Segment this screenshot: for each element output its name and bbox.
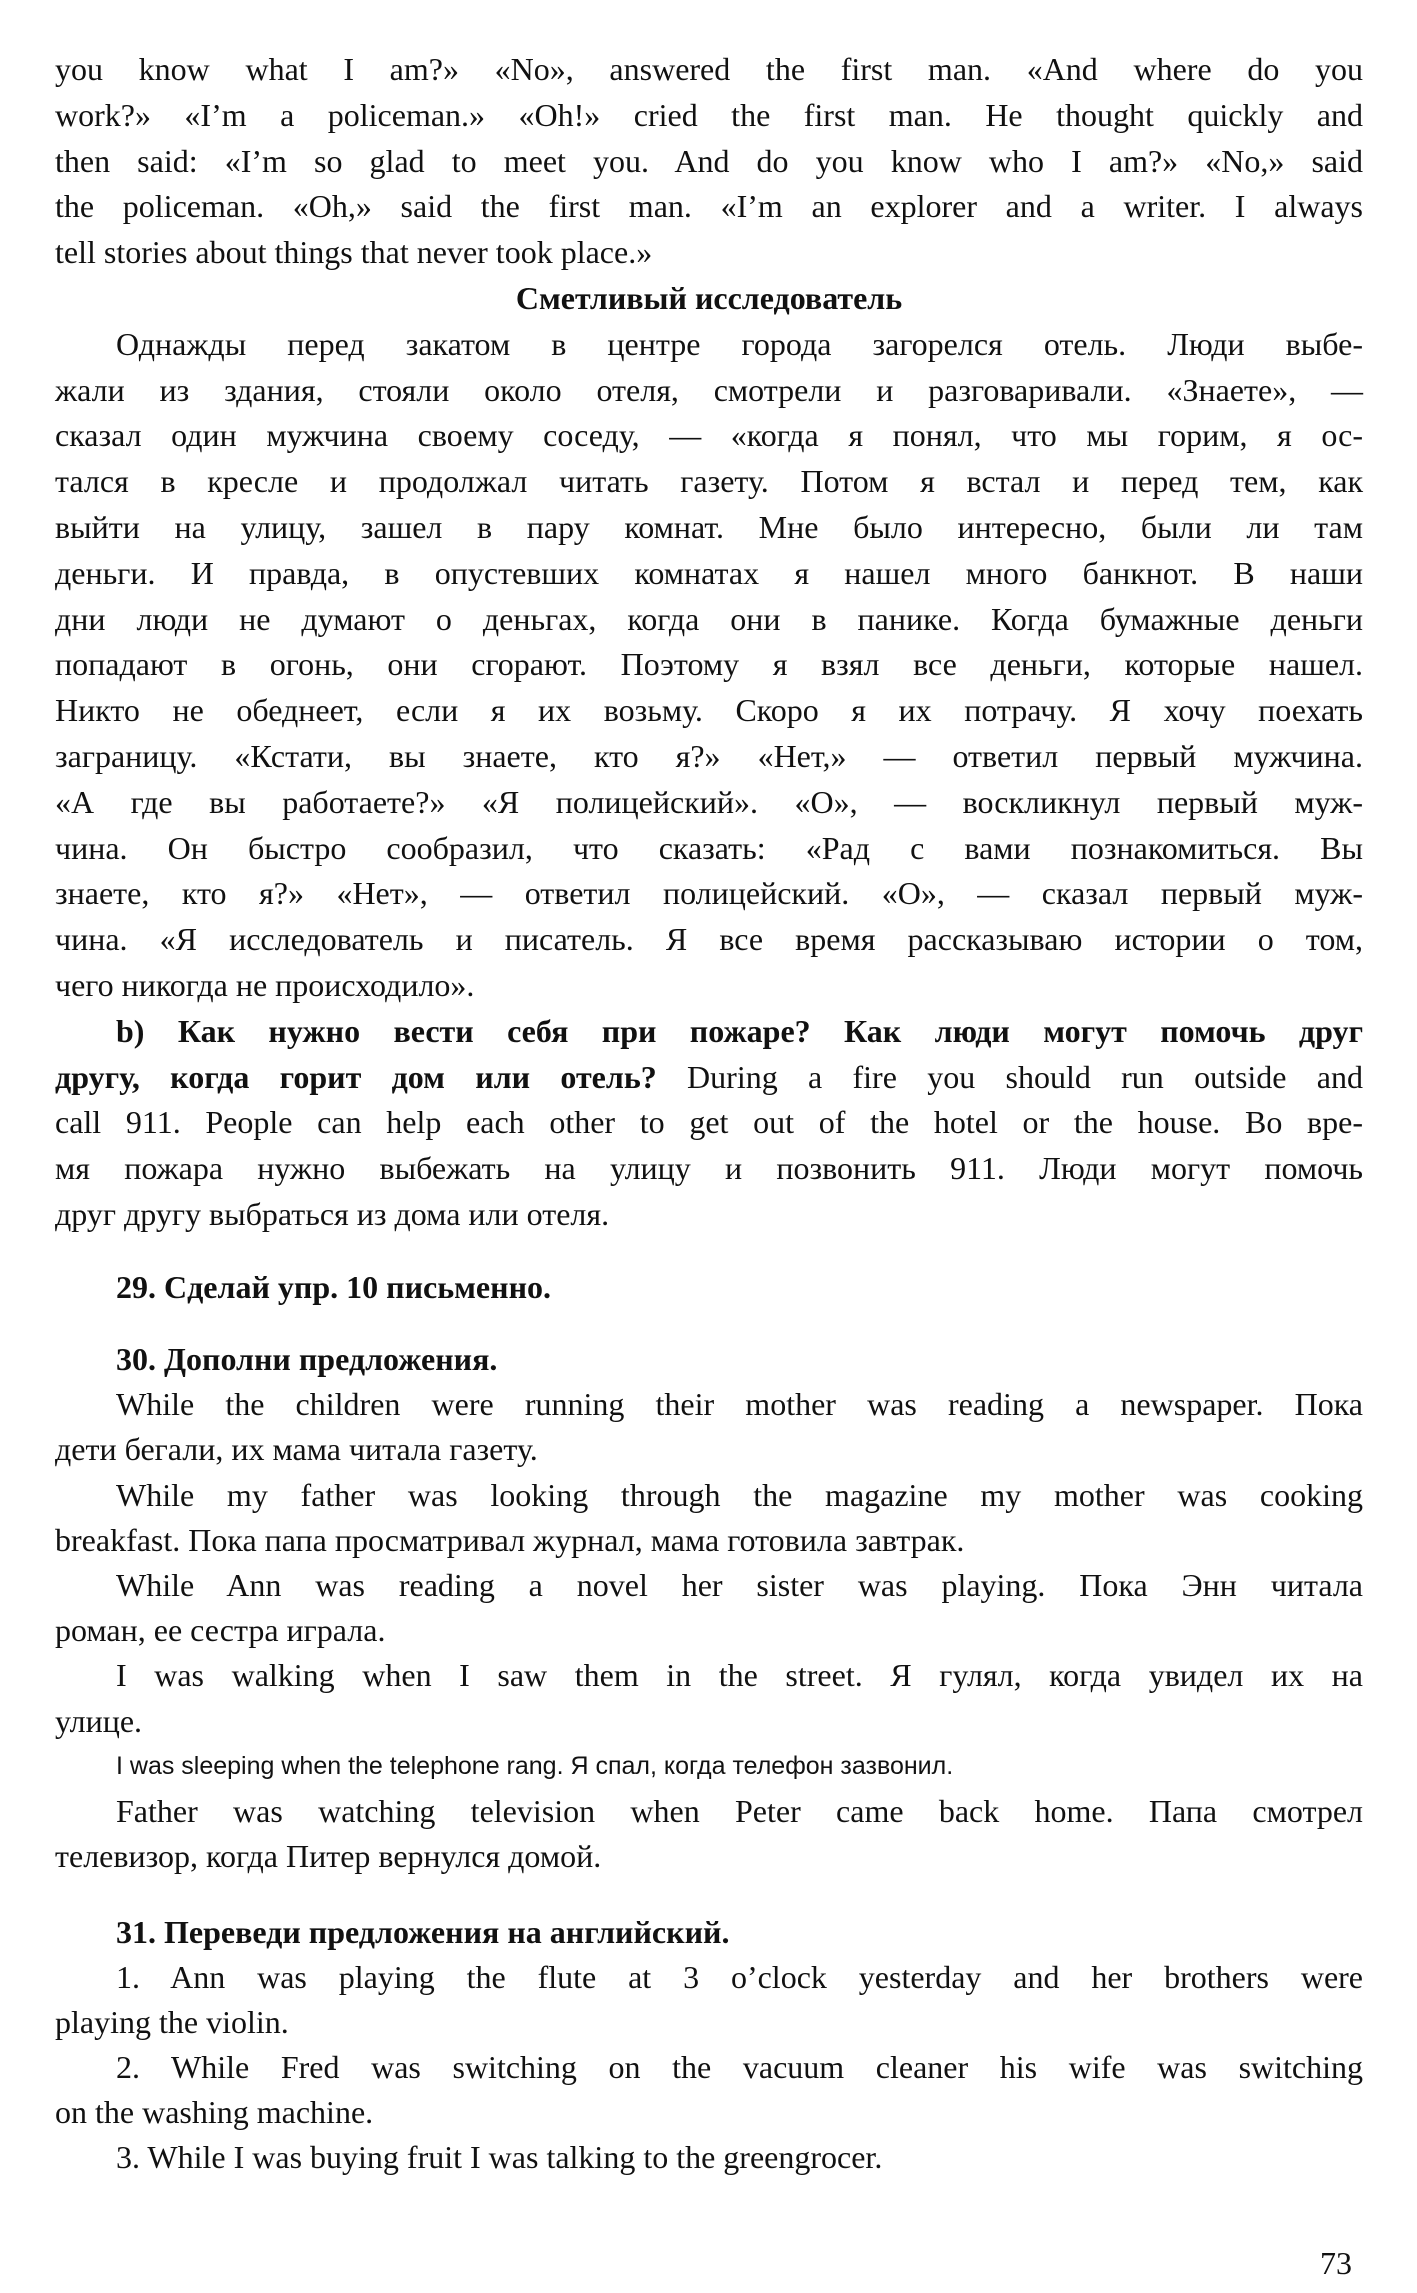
text-line: «А где вы работаете?» «Я полицейский». «О», — воскликнул первый муж- <box>55 783 1363 820</box>
translation-item <box>55 1955 1363 2045</box>
text-line: заграницу. «Кстати, вы знаете, кто я?» «Нет,» — ответил первый мужчина. <box>55 737 1363 774</box>
task-b-question-end: другу, когда горит дом или отель? <box>55 1058 657 1095</box>
text-line: друг другу выбраться из дома или отеля. <box>55 1195 610 1232</box>
sentence-paragraph <box>55 1382 1363 1472</box>
text-line: деньги. И правда, в опустевших комнатах я нашел много банкнот. В наши <box>55 554 1363 591</box>
english-story-paragraph <box>55 47 1363 276</box>
text-line: выйти на улицу, зашел в пару комнат. Мне было интересно, были ли там <box>55 508 1363 545</box>
task-b-paragraph <box>55 1009 1363 1238</box>
text-line: чего никогда не происходило». <box>55 966 475 1003</box>
translation-item <box>55 2045 1363 2135</box>
text-line: tell stories about things that never took place.» <box>55 234 653 271</box>
text-line: телевизор, когда Питер вернулся домой. <box>55 1838 602 1875</box>
text-line: сказал один мужчина своему соседу, — «когда я понял, что мы горим, я ос- <box>55 417 1363 454</box>
text-line: Никто не обеднеет, если я их возьму. Скоро я их потрачу. Я хочу поехать <box>55 692 1363 729</box>
sentence-paragraph <box>55 1789 1363 1879</box>
text-line: playing the violin. <box>55 2004 289 2040</box>
task-b-answer-start: During a fire you should run outside and <box>656 1058 1364 1095</box>
text-line: жали из здания, стояли около отеля, смотрели и разговаривали. «Знаете», — <box>55 371 1363 408</box>
text-line: мя пожара нужно выбежать на улицу и позвонить 911. Люди могут помочь <box>55 1150 1363 1187</box>
text-line: роман, ее сестра играла. <box>55 1612 386 1649</box>
text-line: тался в кресле и продолжал читать газету. Потом я встал и перед тем, как <box>55 463 1363 500</box>
text-line: I was sleeping when the telephone rang. Я спал, когда телефон зазвонил. <box>116 1751 954 1780</box>
translation-item <box>55 2135 1363 2180</box>
story-block <box>55 47 1363 1238</box>
sentence-paragraph <box>55 1473 1363 1563</box>
text-line: call 911. People can help each other to get out of the hotel or the house. Во вре- <box>55 1104 1363 1141</box>
text-line: чина. Он быстро сообразил, что сказать: «Рад с вами познакомиться. Вы <box>55 829 1363 866</box>
text-line: then said: «I’m so glad to meet you. And do you know who I am?» «No,» said <box>55 142 1363 179</box>
text-line: While Ann was reading a novel her sister was playing. Пока Энн читала <box>116 1566 1363 1603</box>
text-line: Однажды перед закатом в центре города загорелся отель. Люди выбе- <box>116 325 1363 362</box>
text-line: you know what I am?» «No», answered the first man. «And where do you <box>55 51 1363 87</box>
exercise-29-title: 29. Сделай упр. 10 письменно. <box>116 1269 551 1305</box>
russian-story-paragraph <box>55 322 1363 1009</box>
text-line <box>55 1055 1363 1101</box>
task-b-question-line: b) Как нужно вести себя при пожаре? Как люди могут помочь друг <box>116 1012 1363 1049</box>
text-line: дети бегали, их мама читала газету. <box>55 1431 538 1468</box>
sentence-paragraph <box>55 1563 1363 1653</box>
russian-story-title: Сметливый исследователь <box>515 279 903 316</box>
text-line: work?» «I’m a policeman.» «Oh!» cried the first man. He thought quickly and <box>55 96 1363 133</box>
text-line: the policeman. «Oh,» said the first man. «I’m an explorer and a writer. I always <box>55 188 1363 225</box>
text-line: Father was watching television when Peter came back home. Папа смотрел <box>116 1792 1363 1829</box>
text-line: I was walking when I saw them in the street. Я гулял, когда увидел их на <box>116 1657 1363 1694</box>
text-line: on the washing machine. <box>55 2094 374 2130</box>
task-b-answer <box>55 1100 1363 1237</box>
exercise-30 <box>55 1337 1363 1879</box>
exercise-31 <box>55 1910 1363 2180</box>
text-line: улице. <box>55 1702 143 1739</box>
text-line: 3. While I was buying fruit I was talking to the greengrocer. <box>116 2139 883 2175</box>
text-line: While my father was looking through the magazine my mother was cooking <box>116 1476 1363 1513</box>
text-line: While the children were running their mother was reading a newspaper. Пока <box>116 1386 1363 1423</box>
text-line: знаете, кто я?» «Нет», — ответил полицейский. «О», — сказал первый муж- <box>55 875 1363 912</box>
sentence-paragraph <box>55 1744 1363 1789</box>
text-line: breakfast. Пока папа просматривал журнал, мама готовила завтрак. <box>55 1521 965 1558</box>
sentence-paragraph <box>55 1653 1363 1743</box>
exercise-29 <box>55 1265 1363 1311</box>
text-line: чина. «Я исследователь и писатель. Я все время рассказываю истории о том, <box>55 921 1363 958</box>
text-line: дни люди не думают о деньгах, когда они в панике. Когда бумажные деньги <box>55 600 1363 637</box>
text-line: 2. While Fred was switching on the vacuum cleaner his wife was switching <box>116 2049 1363 2085</box>
text-line: 1. Ann was playing the flute at 3 o’clock yesterday and her brothers were <box>116 1959 1363 1995</box>
page-number: 73 <box>1320 2245 1352 2281</box>
exercise-31-title: 31. Переведи предложения на английский. <box>116 1914 730 1950</box>
exercise-30-title: 30. Дополни предложения. <box>116 1341 498 1377</box>
text-line: попадают в огонь, они сгорают. Поэтому я взял все деньги, которые нашел. <box>55 646 1363 683</box>
